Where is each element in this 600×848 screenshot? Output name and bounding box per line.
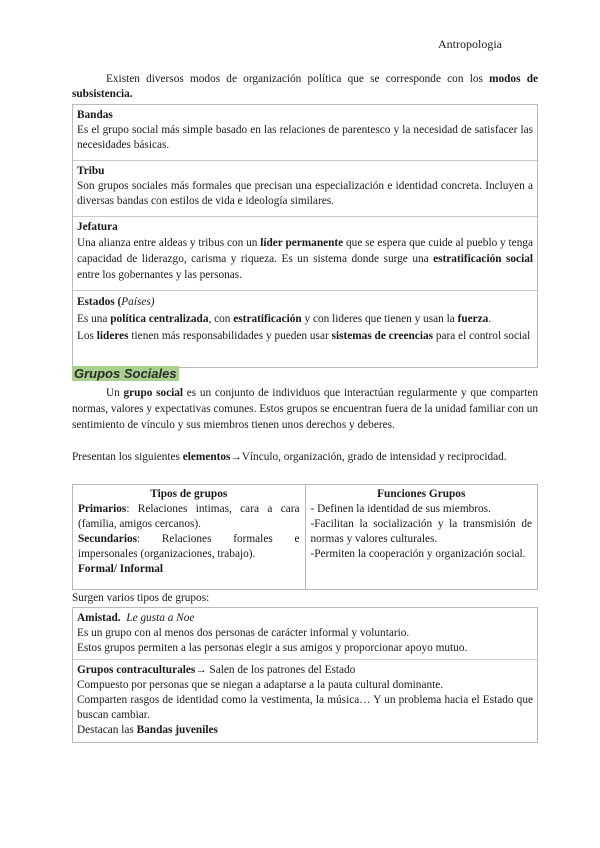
bandas-text: Es el grupo social más simple basado en las relaciones de parentesco y la necesidad de satisfacer las necesidades básicas.: [77, 124, 533, 151]
secundarios-row: Secundarios: Relaciones formales e impersonales (organizaciones, trabajo).: [78, 533, 300, 560]
estados-text-2: Los lideres tienen más responsabilidades y pueden usar sistemas de creencias para el control social: [77, 330, 531, 342]
jefatura-text: Una alianza entre aldeas y tribus con un líder permanente que se espera que cuide al pueblo y tenga capacidad de liderazgo, carisma y riqueza. Es un sistema donde surge una estratificación social entre los gobernantes y las personas.: [77, 237, 534, 281]
tribu-title: Tribu: [77, 165, 105, 177]
grupos-sociales-heading: Grupos Sociales: [74, 366, 177, 381]
political-forms-box: [72, 104, 538, 368]
estados-title: Estados (Países): [77, 296, 155, 308]
funcion-item: -Permiten la cooperación y organización social.: [310, 548, 526, 560]
group-types-table: [72, 484, 538, 590]
funcion-item: -Facilitan la socialización y la transmisión de normas y valores culturales.: [310, 518, 532, 545]
grupos-paragraph-2: Presentan los siguientes elementos→Vínculo, organización, grado de intensidad y reciprocidad.: [72, 451, 507, 463]
contra-title: Grupos contraculturales→ Salen de los patrones del Estado: [77, 664, 356, 676]
contra-line: Comparten rasgos de identidad como la vestimenta, la música… Y un problema hacia el Estado que buscan cambiar.: [77, 694, 533, 721]
funciones-header: Funciones Grupos: [377, 488, 466, 500]
primarios-row: Primarios: Relaciones intimas, cara a cara (familia, amigos cercanos).: [78, 503, 300, 530]
grupos-paragraph-1: Un grupo social es un conjunto de individuos que interactúan regularmente y que comparten normas, valores y expectativas comunes. Estos grupos se encuentran fuera de la unidad familiar con un sentimiento de vínculo y sus miembros tienen unos derechos y deberes.: [72, 387, 538, 431]
section-estados: [73, 291, 537, 367]
section-bandas: [73, 105, 537, 161]
formal-row: Formal/ Informal: [78, 563, 164, 575]
intro-paragraph: [72, 72, 538, 102]
jefatura-title: Jefatura: [77, 221, 118, 233]
estados-text-1: Es una política centralizada, con estratificación y con lideres que tienen y usan la fuerza.: [77, 313, 492, 325]
intro-text: Existen diversos modos de organización política que se corresponde con los: [106, 73, 490, 85]
contra-line: Compuesto por personas que se niegan a adaptarse a la pauta cultural dominante.: [77, 679, 444, 691]
intro-bold: modos de subsistencia.: [72, 73, 538, 100]
funcion-item: - Definen la identidad de sus miembros.: [310, 503, 491, 515]
section-tribu: [73, 161, 537, 217]
tipos-box: [72, 607, 538, 743]
amistad-line: Es un grupo con al menos dos personas de carácter informal y voluntario.: [77, 627, 410, 639]
funciones-column: [305, 485, 538, 590]
tipos-column: [73, 485, 306, 590]
tipos-intro: Surgen varios tipos de grupos:: [72, 592, 210, 604]
document-header-subject: Antropologia: [438, 37, 502, 51]
amistad-line: Estos grupos permiten a las personas elegir a sus amigos y proporcionar apoyo mutuo.: [77, 642, 468, 654]
contra-last: Destacan las Bandas juveniles: [77, 724, 218, 736]
section-contraculturales: [73, 660, 537, 742]
bandas-title: Bandas: [77, 109, 113, 121]
section-amistad: [73, 608, 537, 660]
section-jefatura: [73, 217, 537, 291]
tipos-header: Tipos de grupos: [150, 488, 228, 500]
amistad-title: Amistad. Le gusta a Noe: [77, 612, 195, 624]
tribu-text: Son grupos sociales más formales que precisan una especialización e identidad concreta. Incluyen a diversas bandas con estilos de vida e ideología similares.: [77, 180, 533, 207]
